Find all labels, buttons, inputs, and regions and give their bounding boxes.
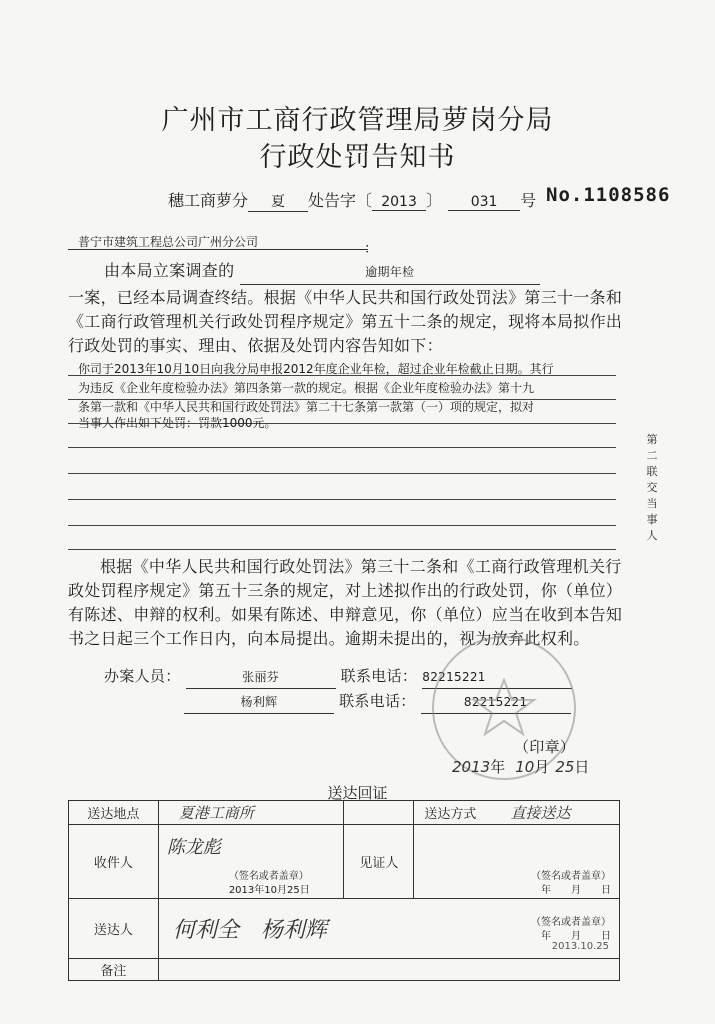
handler-phone-1: 82215221 <box>422 666 572 689</box>
handler-name-1: 张丽芬 <box>186 666 336 689</box>
fact-line-4: 当事人作出如下处罚：罚款1000元。 <box>78 416 277 430</box>
recipient-cell <box>158 825 344 899</box>
bracket-close: 〕 <box>426 191 443 210</box>
party-colon: ： <box>364 241 378 257</box>
case-name: 逾期年检 <box>240 260 540 285</box>
place-value: 夏港工商所 <box>158 801 344 825</box>
recipient-sign-note: （签名或者盖章） <box>228 871 309 882</box>
doc-label-hao: 号 <box>520 191 537 210</box>
place-label: 送达地点 <box>69 801 159 825</box>
server-hand-date: 2013.10.25 <box>551 941 609 952</box>
witness-cell <box>414 825 620 899</box>
method-label: 送达方式 <box>424 807 477 822</box>
server-signature: 何利全 杨利辉 <box>172 918 327 943</box>
seal-label: （印章） <box>514 738 576 756</box>
doc-label-chuzi: 处告字 <box>308 191 357 210</box>
receipt-table <box>68 800 620 981</box>
remark-cell <box>158 959 619 981</box>
remark-label: 备注 <box>69 959 159 981</box>
party-name: 普宁市建筑工程总公司广州分公司 <box>78 235 259 249</box>
rule-line <box>68 499 616 500</box>
phone-label-2: 联系电话： <box>339 692 416 710</box>
investigation-lead: 由本局立案调查的 <box>104 261 235 280</box>
date-year: 2013 <box>452 758 491 776</box>
method-cell <box>414 801 620 825</box>
fact-line-2: 为违反《企业年度检验办法》第四条第一款的规定。根据《企业年度检验办法》第十九 <box>78 381 535 395</box>
fact-line-1: 你司于2013年10月10日向我分局申报2012年度企业年检，超过企业年检截止日期。其行 <box>78 362 554 376</box>
server-date: 年 月 日 <box>541 931 611 942</box>
date-day-char: 日 <box>574 758 590 776</box>
handler-phone-2: 82215221 <box>421 691 571 714</box>
server-label: 送达人 <box>69 899 159 959</box>
bracket-open: 〔 <box>356 191 373 210</box>
receipt-title: 送达回证 <box>327 784 388 802</box>
rights-paragraph: 根据《中华人民共和国行政处罚法》第三十二条和《工商行政管理机关行政处罚程序规定》第五十三条的规定，对上述拟作出的行政处罚，你（单位）有陈述、申辩的权利。如果有陈述、申辩意见，你（单位）应当在收到本告知书之日起三个工作日内，向本局提出。逾期未提出的，视为放弃此权利。 <box>68 557 623 648</box>
date-day: 25 <box>555 758 575 776</box>
doc-serial: 031 <box>448 194 520 211</box>
recipient-label: 收件人 <box>69 825 159 899</box>
method-value: 直接送达 <box>510 804 571 822</box>
rule-line <box>68 549 616 550</box>
date-year-char: 年 <box>490 758 506 776</box>
document-title: 行政处罚告知书 <box>259 142 456 173</box>
server-cell <box>158 899 619 959</box>
document-number-line <box>168 188 536 212</box>
date-month-char: 月 <box>534 758 550 776</box>
method-label-cell <box>344 801 414 825</box>
phone-label-1: 联系电话： <box>340 667 418 685</box>
serial-number: No.1108586 <box>546 184 671 206</box>
copy-note: 第二联交当事人 <box>646 433 658 542</box>
fact-line-3: 条第一款和《中华人民共和国行政处罚法》第二十七条第一款第（一）项的规定，拟对 <box>78 400 535 414</box>
investigation-text: 一案，已经本局调查终结。根据《中华人民共和国行政处罚法》第三十一条和《工商行政管理机关行政处罚程序规定》第五十二条的规定，现将本局拟作出行政处罚的事实、理由、依据及处罚内容告知如下： <box>68 288 623 355</box>
witness-sign-note: （签名或者盖章） <box>531 871 611 882</box>
date-month: 10 <box>515 758 535 776</box>
recipient-date: 2013年10月25日 <box>228 885 310 896</box>
handler-name-2: 杨利辉 <box>184 691 334 714</box>
doc-year: 2013 <box>372 194 426 211</box>
rule-line <box>68 447 616 448</box>
server-sign-note: （签名或者盖章） <box>531 917 611 928</box>
witness-date: 年 月 日 <box>541 885 611 896</box>
org-title: 广州市工商行政管理局萝岗分局 <box>161 105 554 136</box>
recipient-signature: 陈龙彪 <box>166 837 221 858</box>
investigation-line <box>104 259 624 285</box>
rule-line <box>68 473 616 474</box>
party-underline <box>68 249 368 250</box>
rule-line <box>68 525 616 526</box>
handler-label: 办案人员： <box>104 667 181 685</box>
doc-number-prefix: 穗工商萝分 <box>168 191 249 210</box>
doc-type-char: 夏 <box>248 191 308 212</box>
seal-date <box>452 756 589 777</box>
witness-label: 见证人 <box>344 825 414 899</box>
